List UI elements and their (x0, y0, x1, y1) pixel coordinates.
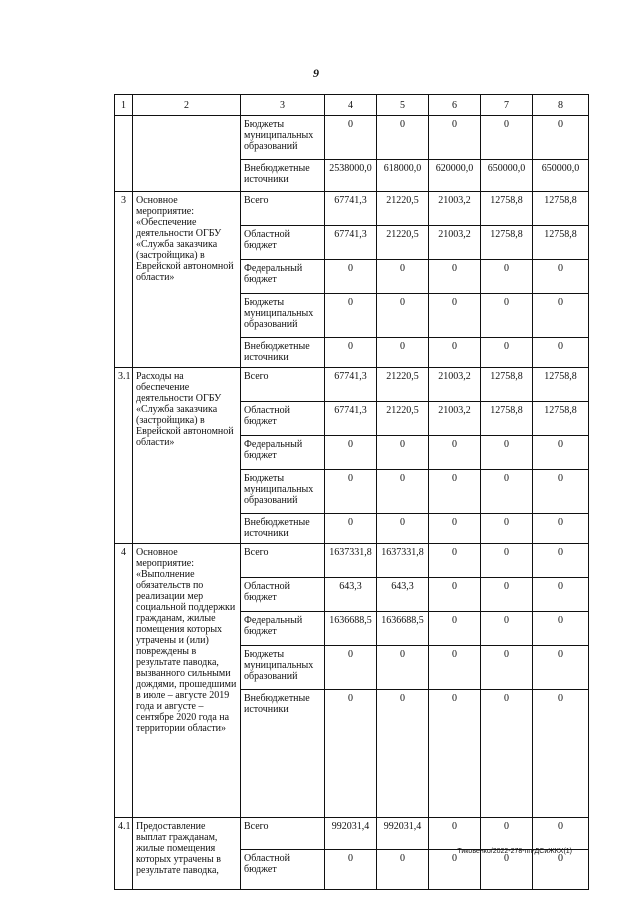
row-index-cell: 3.1 (115, 368, 133, 544)
amount-cell: 12758,8 (533, 402, 589, 436)
amount-cell: 643,3 (325, 578, 377, 612)
amount-cell: 0 (377, 646, 429, 690)
amount-cell: 12758,8 (533, 226, 589, 260)
amount-cell: 0 (481, 578, 533, 612)
header-cell: 2 (133, 95, 241, 116)
amount-cell: 0 (325, 470, 377, 514)
amount-cell: 0 (429, 338, 481, 368)
funding-source-cell: Всего (241, 192, 325, 226)
amount-cell: 0 (325, 294, 377, 338)
amount-cell: 0 (533, 690, 589, 818)
amount-cell: 0 (377, 514, 429, 544)
amount-cell: 0 (325, 260, 377, 294)
amount-cell: 67741,3 (325, 192, 377, 226)
funding-source-cell: Внебюджетные источники (241, 338, 325, 368)
amount-cell: 643,3 (377, 578, 429, 612)
amount-cell: 0 (481, 646, 533, 690)
amount-cell: 0 (481, 514, 533, 544)
amount-cell: 12758,8 (481, 368, 533, 402)
amount-cell: 0 (481, 470, 533, 514)
amount-cell: 620000,0 (429, 160, 481, 192)
amount-cell: 0 (429, 514, 481, 544)
amount-cell: 992031,4 (325, 818, 377, 850)
amount-cell: 0 (429, 612, 481, 646)
header-cell: 7 (481, 95, 533, 116)
amount-cell: 0 (429, 578, 481, 612)
header-cell: 1 (115, 95, 133, 116)
amount-cell: 0 (429, 260, 481, 294)
header-cell: 6 (429, 95, 481, 116)
header-row (115, 95, 589, 116)
row-index-cell: 4 (115, 544, 133, 818)
amount-cell: 0 (325, 850, 377, 890)
header-cell: 4 (325, 95, 377, 116)
funding-source-cell: Областной бюджет (241, 578, 325, 612)
amount-cell: 0 (533, 260, 589, 294)
funding-source-cell: Областной бюджет (241, 226, 325, 260)
amount-cell: 0 (533, 470, 589, 514)
document-footer-code: Тиковенко/2022-278-пп-ДСиЖКХ(1) (457, 848, 572, 855)
amount-cell: 12758,8 (481, 402, 533, 436)
amount-cell: 21220,5 (377, 226, 429, 260)
funding-source-cell: Бюджеты муниципальных образований (241, 646, 325, 690)
header-cell: 8 (533, 95, 589, 116)
amount-cell: 0 (325, 338, 377, 368)
funding-source-cell: Бюджеты муниципальных образований (241, 470, 325, 514)
funding-source-cell: Бюджеты муниципальных образований (241, 116, 325, 160)
table-row (115, 368, 589, 402)
amount-cell: 0 (429, 690, 481, 818)
amount-cell: 0 (481, 260, 533, 294)
amount-cell: 0 (429, 294, 481, 338)
amount-cell: 650000,0 (481, 160, 533, 192)
amount-cell: 0 (325, 116, 377, 160)
amount-cell: 0 (533, 818, 589, 850)
amount-cell: 0 (377, 116, 429, 160)
amount-cell: 0 (481, 612, 533, 646)
funding-source-cell: Федеральный бюджет (241, 612, 325, 646)
amount-cell: 0 (325, 646, 377, 690)
table-row (115, 192, 589, 226)
funding-source-cell: Всего (241, 368, 325, 402)
header-cell: 3 (241, 95, 325, 116)
amount-cell: 0 (325, 514, 377, 544)
amount-cell: 0 (481, 690, 533, 818)
amount-cell: 0 (377, 260, 429, 294)
amount-cell: 0 (377, 294, 429, 338)
amount-cell: 0 (429, 544, 481, 578)
amount-cell: 0 (533, 578, 589, 612)
amount-cell: 1636688,5 (325, 612, 377, 646)
amount-cell: 0 (533, 436, 589, 470)
amount-cell: 0 (377, 690, 429, 818)
amount-cell: 992031,4 (377, 818, 429, 850)
row-index-cell: 3 (115, 192, 133, 368)
amount-cell: 1637331,8 (325, 544, 377, 578)
funding-source-cell: Областной бюджет (241, 850, 325, 890)
activity-description-cell (133, 116, 241, 192)
row-index-cell: 4.1 (115, 818, 133, 890)
amount-cell: 21003,2 (429, 226, 481, 260)
amount-cell: 21220,5 (377, 368, 429, 402)
amount-cell: 21003,2 (429, 402, 481, 436)
amount-cell: 0 (377, 850, 429, 890)
budget-table (114, 94, 589, 890)
activity-description-cell: Расходы на обеспечение деятельности ОГБУ «Служба заказчика (застройщика) в Еврейской автономной области» (133, 368, 241, 544)
amount-cell: 67741,3 (325, 368, 377, 402)
amount-cell: 2538000,0 (325, 160, 377, 192)
funding-source-cell: Всего (241, 544, 325, 578)
amount-cell: 0 (377, 436, 429, 470)
amount-cell: 1637331,8 (377, 544, 429, 578)
amount-cell: 0 (533, 294, 589, 338)
amount-cell: 0 (429, 850, 481, 890)
amount-cell: 0 (429, 646, 481, 690)
funding-source-cell: Внебюджетные источники (241, 514, 325, 544)
amount-cell: 67741,3 (325, 402, 377, 436)
table-row (115, 116, 589, 160)
table-row (115, 544, 589, 578)
funding-source-cell: Областной бюджет (241, 402, 325, 436)
amount-cell: 1636688,5 (377, 612, 429, 646)
amount-cell: 0 (429, 116, 481, 160)
amount-cell: 0 (533, 612, 589, 646)
amount-cell: 0 (481, 338, 533, 368)
amount-cell: 12758,8 (533, 368, 589, 402)
amount-cell: 0 (533, 850, 589, 890)
amount-cell: 0 (377, 470, 429, 514)
amount-cell: 0 (533, 544, 589, 578)
amount-cell: 0 (429, 470, 481, 514)
page-number: 9 (313, 66, 319, 80)
amount-cell: 12758,8 (481, 226, 533, 260)
amount-cell: 0 (533, 646, 589, 690)
funding-source-cell: Внебюджетные источники (241, 690, 325, 818)
amount-cell: 67741,3 (325, 226, 377, 260)
amount-cell: 21003,2 (429, 368, 481, 402)
funding-source-cell: Федеральный бюджет (241, 260, 325, 294)
amount-cell: 0 (481, 116, 533, 160)
activity-description-cell: Предоставление выплат гражданам, жилые помещения которых утрачены в результате паводка, (133, 818, 241, 890)
amount-cell: 0 (481, 544, 533, 578)
activity-description-cell: Основное мероприятие: «Выполнение обязательств по реализации мер социальной поддержки гражданам, жилые помещения которых утрачены и (или) повреждены в результате паводка, вызванного сильными дождями, прошедшими в июле – августе 2019 года и августе – сентябре 2020 года на территории области» (133, 544, 241, 818)
amount-cell: 0 (481, 850, 533, 890)
amount-cell: 0 (429, 436, 481, 470)
amount-cell: 12758,8 (533, 192, 589, 226)
funding-source-cell: Внебюджетные источники (241, 160, 325, 192)
amount-cell: 21220,5 (377, 192, 429, 226)
amount-cell: 0 (325, 436, 377, 470)
amount-cell: 21003,2 (429, 192, 481, 226)
funding-source-cell: Федеральный бюджет (241, 436, 325, 470)
amount-cell: 0 (481, 436, 533, 470)
header-cell: 5 (377, 95, 429, 116)
funding-source-cell: Всего (241, 818, 325, 850)
row-index-cell (115, 116, 133, 192)
amount-cell: 12758,8 (481, 192, 533, 226)
activity-description-cell: Основное мероприятие: «Обеспечение деятельности ОГБУ «Служба заказчика (застройщика) в Еврейской автономной области» (133, 192, 241, 368)
amount-cell: 21220,5 (377, 402, 429, 436)
amount-cell: 0 (377, 338, 429, 368)
amount-cell: 650000,0 (533, 160, 589, 192)
amount-cell: 0 (481, 818, 533, 850)
amount-cell: 0 (533, 116, 589, 160)
amount-cell: 0 (533, 338, 589, 368)
amount-cell: 0 (325, 690, 377, 818)
table-row (115, 818, 589, 850)
amount-cell: 618000,0 (377, 160, 429, 192)
amount-cell: 0 (481, 294, 533, 338)
amount-cell: 0 (429, 818, 481, 850)
amount-cell: 0 (533, 514, 589, 544)
funding-source-cell: Бюджеты муниципальных образований (241, 294, 325, 338)
